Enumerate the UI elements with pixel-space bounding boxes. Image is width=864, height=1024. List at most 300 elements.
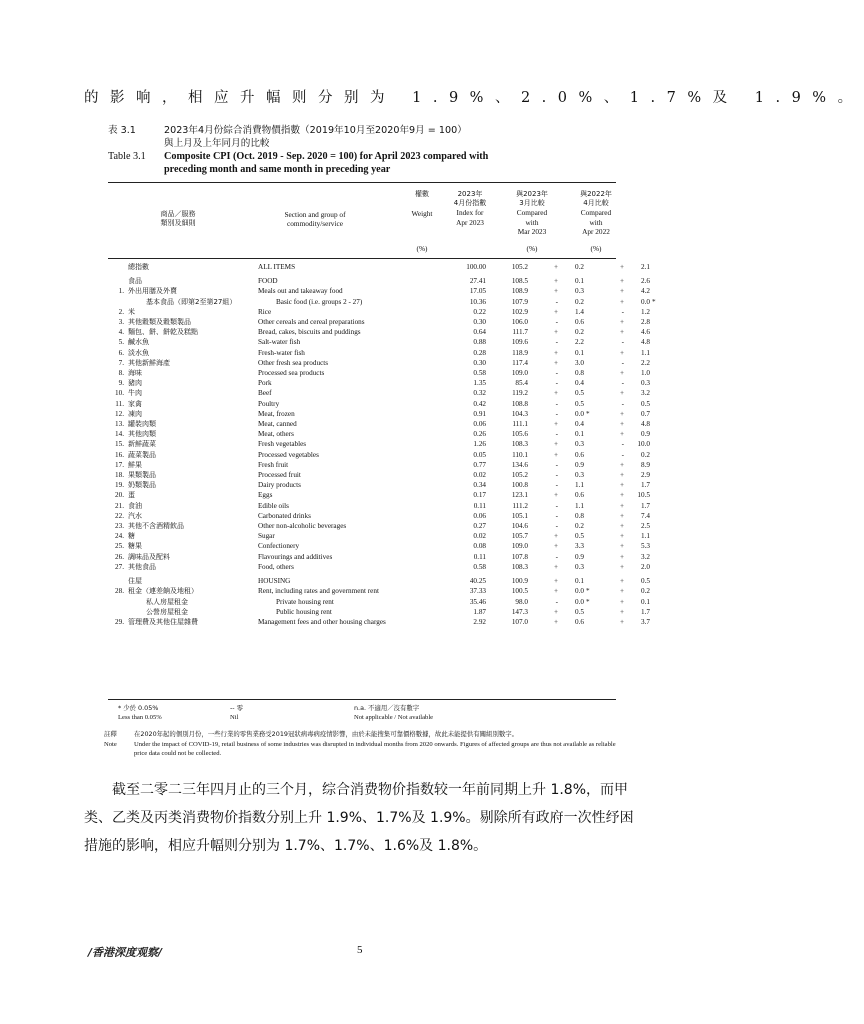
cell-s1: + [553, 542, 558, 551]
cell-a1 [584, 617, 594, 627]
cell-a2 [650, 276, 660, 286]
table-row [102, 327, 660, 337]
cell-en: Bread, cakes, biscuits and puddings [258, 328, 361, 337]
cell-v1: 0.1 [575, 277, 584, 286]
cell-v2: 0.7 [641, 409, 650, 418]
cell-s1: + [553, 440, 558, 449]
cell-weight: 0.64 [473, 328, 486, 337]
cell-num: 7. [118, 358, 124, 367]
cell-a1 [584, 348, 594, 358]
cell-num: 1. [118, 287, 124, 296]
cell-weight: 0.32 [473, 389, 486, 398]
cell-v1: 0.5 [575, 532, 584, 541]
cell-a2 [650, 576, 660, 586]
cell-index: 105.6 [511, 430, 528, 439]
cell-zh: 鹹水魚 [128, 338, 149, 347]
cell-num: 23. [115, 522, 124, 531]
cell-en: Fresh fruit [258, 460, 289, 469]
cell-a1 [584, 576, 594, 586]
table-row [102, 617, 660, 627]
cell-a1 [584, 490, 594, 500]
cell-en: Meat, others [258, 430, 294, 439]
cell-zh: 糖 [128, 532, 135, 541]
cell-s2: + [619, 318, 624, 327]
cell-a1 [584, 276, 594, 286]
cell-en: Processed vegetables [258, 450, 319, 459]
cell-a1 [584, 327, 594, 337]
table-row [102, 276, 660, 286]
note-text-en: Under the impact of COVID-19, retail business of some industries was disrupted in individual months from 2020 onwards. Figures of affected groups are thus not available as reliable price data could not be collected. [134, 740, 616, 758]
cell-v2: 10.0 [637, 440, 650, 449]
table-row [102, 337, 660, 347]
cell-weight: 0.22 [473, 307, 486, 316]
cell-v1: 0.6 [575, 491, 584, 500]
cell-a1 [584, 429, 594, 439]
cell-s1: - [555, 379, 558, 388]
caption-label-en: Table 3.1 [108, 151, 146, 162]
cell-num: 16. [115, 450, 124, 459]
cell-index: 100.9 [511, 577, 528, 586]
cell-num: 29. [115, 617, 124, 626]
cell-s1: - [555, 522, 558, 531]
cell-a2 [650, 439, 660, 449]
caption-label-zh: 表 3.1 [108, 125, 136, 136]
cell-weight: 1.26 [473, 440, 486, 449]
table-row [102, 286, 660, 296]
cell-v2: 1.0 [641, 369, 650, 378]
cell-v1: 3.0 [575, 358, 584, 367]
cell-index: 104.3 [511, 409, 528, 418]
cell-v1: 0.6 [575, 318, 584, 327]
cell-v2: 1.7 [641, 501, 650, 510]
cell-weight: 0.58 [473, 562, 486, 571]
cell-s2: + [619, 522, 624, 531]
cell-s1: - [555, 511, 558, 520]
cell-num: 28. [115, 587, 124, 596]
legend-nil-en: Nil [230, 714, 239, 721]
cell-zh: 住屋 [128, 577, 142, 586]
cell-zh: 基本食品（即第2至第27組） [146, 297, 237, 306]
cell-en: Food, others [258, 562, 294, 571]
cell-weight: 0.26 [473, 430, 486, 439]
cell-index: 105.1 [511, 511, 528, 520]
cell-en: Rice [258, 307, 272, 316]
cell-s2: - [621, 358, 624, 367]
cell-s2: + [619, 287, 624, 296]
cell-en: Edible oils [258, 501, 289, 510]
cell-s1: + [553, 389, 558, 398]
cell-index: 105.7 [511, 532, 528, 541]
cell-weight: 0.28 [473, 348, 486, 357]
cell-s1: + [553, 420, 558, 429]
cell-zh: 麵包、餅、餅乾及糕點 [128, 328, 198, 337]
cell-weight: 37.33 [469, 587, 486, 596]
cell-a1 [584, 317, 594, 327]
cell-v2: 4.6 [641, 328, 650, 337]
cell-en: Pork [258, 379, 272, 388]
cell-s2: - [621, 450, 624, 459]
cell-index: 111.2 [512, 501, 528, 510]
cell-num: 19. [115, 481, 124, 490]
cell-zh: 公營房屋租金 [146, 607, 188, 616]
cell-v2: 1.2 [641, 307, 650, 316]
cell-s2: - [621, 399, 624, 408]
cell-s1: - [555, 552, 558, 561]
cell-v2: 2.0 [641, 562, 650, 571]
cell-num: 3. [118, 318, 124, 327]
cell-num: 14. [115, 430, 124, 439]
cell-s2: + [619, 587, 624, 596]
cell-v1: 0.5 [575, 607, 584, 616]
cell-v2: 0.0 [641, 297, 650, 306]
cell-index: 117.4 [512, 358, 528, 367]
table-row [102, 576, 660, 586]
cell-weight: 1.87 [473, 607, 486, 616]
table-row [102, 307, 660, 317]
cell-en: Other non-alcoholic beverages [258, 522, 347, 531]
cell-en: Sugar [258, 532, 275, 541]
table-row [102, 490, 660, 500]
cell-num: 2. [118, 307, 124, 316]
cell-a2 [650, 429, 660, 439]
table-row [102, 511, 660, 521]
cell-s1: + [553, 532, 558, 541]
cell-v1: 0.0 [575, 587, 584, 596]
cell-index: 109.0 [511, 542, 528, 551]
cell-weight: 0.27 [473, 522, 486, 531]
cell-v1: 3.3 [575, 542, 584, 551]
cell-zh: 凍肉 [128, 409, 142, 418]
cell-index: 102.9 [511, 307, 528, 316]
cell-en: Management fees and other housing charges [258, 617, 386, 626]
cell-a1 [584, 470, 594, 480]
cell-weight: 0.30 [473, 318, 486, 327]
cell-weight: 0.91 [473, 409, 486, 418]
cell-num [102, 607, 128, 617]
cell-a1 [584, 368, 594, 378]
cell-num: 24. [115, 532, 124, 541]
header-bottom-rule [108, 258, 616, 259]
cell-v1: 0.2 [575, 263, 584, 271]
cell-weight: 0.17 [473, 491, 486, 500]
table-row [102, 429, 660, 439]
cell-a2 [650, 511, 660, 521]
table-row [102, 521, 660, 531]
cell-weight: 1.35 [473, 379, 486, 388]
cell-zh: 海味 [128, 369, 142, 378]
header-index: 2023年 4月份指數 Index for Apr 2023 [453, 190, 487, 227]
cell-num: 13. [115, 420, 124, 429]
header-section-en: Section and group of commodity/service [284, 210, 346, 229]
cell-weight: 0.42 [473, 399, 486, 408]
cell-index: 108.9 [511, 287, 528, 296]
cell-s2: + [619, 297, 624, 306]
page-number: 5 [357, 944, 363, 956]
cell-s2: + [619, 420, 624, 429]
cell-weight: 0.06 [473, 420, 486, 429]
header-compare-mar-unit: (%) [526, 244, 538, 253]
cell-weight: 0.02 [473, 532, 486, 541]
cell-num [102, 597, 128, 607]
cell-s2: + [619, 481, 624, 490]
table-row [102, 378, 660, 388]
table-row [102, 317, 660, 327]
cell-s2: + [619, 597, 624, 606]
cell-en: Fresh vegetables [258, 440, 307, 449]
cell-v2: 3.2 [641, 552, 650, 561]
cell-a1 [584, 307, 594, 317]
cell-index: 110.1 [512, 450, 528, 459]
cell-a2 [650, 460, 660, 470]
cell-v2: 0.2 [641, 587, 650, 596]
cell-v2: 5.3 [641, 542, 650, 551]
cell-en: Meat, frozen [258, 409, 295, 418]
cell-a2 [650, 597, 660, 607]
note-label-zh: 註釋 [104, 730, 117, 738]
cell-index: 108.8 [511, 399, 528, 408]
table-row [102, 470, 660, 480]
cell-zh: 新鮮蔬菜 [128, 440, 156, 449]
cell-a1 [584, 521, 594, 531]
cell-a1 [584, 378, 594, 388]
cell-v2: 2.9 [641, 471, 650, 480]
cell-v2: 7.4 [641, 511, 650, 520]
cell-weight: 0.34 [473, 481, 486, 490]
cell-num: 27. [115, 562, 124, 571]
cell-zh: 鮮果 [128, 460, 142, 469]
cell-index: 105.2 [511, 263, 528, 271]
caption-title-zh-1: 2023年4月份綜合消費物價指數（2019年10月至2020年9月 = 100） [164, 125, 467, 136]
cell-s1: + [553, 358, 558, 367]
cell-s1: - [555, 369, 558, 378]
cell-index: 106.0 [511, 318, 528, 327]
cell-s1: - [555, 460, 558, 469]
cell-weight: 0.77 [473, 460, 486, 469]
cell-a2: * [652, 297, 656, 306]
cell-weight: 40.25 [469, 577, 486, 586]
cell-a2 [650, 317, 660, 327]
cell-v1: 0.8 [575, 369, 584, 378]
cell-index: 100.5 [511, 587, 528, 596]
legend [118, 704, 433, 722]
cell-index: 108.3 [511, 440, 528, 449]
cell-v2: 0.9 [641, 430, 650, 439]
cell-v2: 2.5 [641, 522, 650, 531]
cell-s1: - [555, 481, 558, 490]
cell-v2: 2.6 [641, 277, 650, 286]
cell-v1: 1.1 [575, 501, 584, 510]
cell-v1: 0.6 [575, 450, 584, 459]
cell-zh: 蛋 [128, 491, 135, 500]
cell-v2: 1.1 [641, 532, 650, 541]
cell-num: 22. [115, 511, 124, 520]
legend-nil-sym: -- 零 [230, 704, 244, 712]
cell-a1 [584, 450, 594, 460]
cell-s2: + [619, 607, 624, 616]
header-weight-unit: (%) [416, 244, 428, 253]
cell-s1: - [555, 471, 558, 480]
table-row [102, 607, 660, 617]
cell-en: Private housing rent [276, 597, 334, 606]
cell-num: 4. [118, 328, 124, 337]
cell-zh: 食油 [128, 501, 142, 510]
caption-title-zh-2: 與上月及上年同月的比較 [164, 138, 270, 149]
header-compare-apr-unit: (%) [590, 244, 602, 253]
cell-zh: 糖果 [128, 542, 142, 551]
cell-en: Beef [258, 389, 272, 398]
cell-zh: 調味品及配料 [128, 552, 170, 561]
cell-weight: 0.11 [473, 552, 486, 561]
cell-en: Flavourings and additives [258, 552, 333, 561]
cell-en: Carbonated drinks [258, 511, 311, 520]
table-row [102, 399, 660, 409]
cell-a2 [650, 409, 660, 419]
cell-index: 109.0 [511, 369, 528, 378]
cell-num [102, 262, 128, 272]
cell-v1: 0.8 [575, 511, 584, 520]
cell-en: Other cereals and cereal preparations [258, 318, 365, 327]
cell-a2 [650, 490, 660, 500]
cell-en: FOOD [258, 277, 278, 286]
cell-en: Public housing rent [276, 607, 332, 616]
footer-brand: /香港深度观察/ [88, 946, 163, 959]
legend-star-zh: * 少於 0.05% [118, 704, 159, 712]
cell-s2: + [619, 562, 624, 571]
cell-zh: 米 [128, 307, 135, 316]
cell-a2 [650, 552, 660, 562]
cell-index: 123.1 [511, 491, 528, 500]
cell-zh: 管理費及其他住屋雜費 [128, 617, 198, 626]
cell-v1: 0.5 [575, 399, 584, 408]
cell-a2 [650, 617, 660, 627]
cell-num: 25. [115, 542, 124, 551]
cell-a2 [650, 327, 660, 337]
cell-a1 [584, 562, 594, 572]
cell-v1: 0.1 [575, 430, 584, 439]
cell-v1: 0.1 [575, 577, 584, 586]
cell-a1: * [586, 597, 590, 606]
cell-a1 [584, 501, 594, 511]
cell-zh: 食品 [128, 277, 142, 286]
cell-zh: 奶類製品 [128, 481, 156, 490]
table-row [102, 388, 660, 398]
cell-index: 134.6 [511, 460, 528, 469]
cell-num [102, 276, 128, 286]
cell-a1: * [586, 587, 590, 596]
cell-a2 [650, 419, 660, 429]
cell-weight: 17.05 [469, 287, 486, 296]
cell-weight: 0.02 [473, 471, 486, 480]
cell-num: 8. [118, 369, 124, 378]
cell-weight: 0.88 [473, 338, 486, 347]
cell-v2: 1.7 [641, 607, 650, 616]
cell-v2: 3.2 [641, 389, 650, 398]
table-row [102, 409, 660, 419]
table-row [102, 439, 660, 449]
cell-weight: 100.00 [466, 263, 486, 271]
cell-zh: 外出用膳及外賣 [128, 287, 177, 296]
cell-s1: + [553, 348, 558, 357]
cell-s1: - [555, 409, 558, 418]
cell-weight: 0.05 [473, 450, 486, 459]
cell-num: 6. [118, 348, 124, 357]
cell-v2: 2.2 [641, 358, 650, 367]
cell-zh: 牛肉 [128, 389, 142, 398]
cell-zh: 私人房屋租金 [146, 597, 188, 606]
table-row [102, 368, 660, 378]
cell-zh: 淡水魚 [128, 348, 149, 357]
cell-weight: 0.11 [473, 501, 486, 510]
table-row [102, 541, 660, 551]
cell-a1 [584, 286, 594, 296]
table-row [102, 552, 660, 562]
cpi-table [102, 262, 660, 627]
cell-a2 [650, 399, 660, 409]
cell-zh: 租金（連差餉及地租） [128, 587, 198, 596]
cell-s1: + [553, 577, 558, 586]
cell-v2: 3.7 [641, 617, 650, 626]
cell-num: 20. [115, 491, 124, 500]
cell-s2: + [619, 409, 624, 418]
note-text-zh: 在2020年起的個別月份，一些行業的零售業務受2019冠狀病毒病疫情影響，由於未能搜集可靠價格數據，故此未能提供有關組別數字。 [134, 730, 519, 738]
table-row [102, 419, 660, 429]
cell-s1: + [553, 450, 558, 459]
cell-index: 107.8 [511, 552, 528, 561]
cell-en: Confectionery [258, 542, 300, 551]
cell-s2: + [619, 369, 624, 378]
table-top-rule [108, 182, 616, 183]
cell-v1: 0.3 [575, 471, 584, 480]
table-row [102, 501, 660, 511]
cell-a2 [650, 286, 660, 296]
cell-index: 108.5 [511, 277, 528, 286]
table-bottom-rule [108, 699, 616, 700]
cell-num: 17. [115, 460, 124, 469]
cell-v1: 0.9 [575, 460, 584, 469]
cell-zh: 果類製品 [128, 471, 156, 480]
header-section-zh: 商品／服務 類別及細則 [160, 210, 196, 228]
cell-index: 109.6 [511, 338, 528, 347]
cell-a1: * [586, 409, 590, 418]
cell-index: 111.1 [512, 420, 528, 429]
cell-v2: 0.3 [641, 379, 650, 388]
cell-v1: 0.4 [575, 420, 584, 429]
cell-v1: 0.6 [575, 617, 584, 626]
cell-zh: 總指數 [128, 263, 149, 271]
cell-s2: + [619, 348, 624, 357]
cell-a1 [584, 531, 594, 541]
cell-v1: 0.0 [575, 597, 584, 606]
cell-s2: - [621, 379, 624, 388]
table-caption [108, 124, 488, 176]
cell-index: 107.9 [511, 297, 528, 306]
cell-v2: 0.5 [641, 399, 650, 408]
cell-zh: 蔬菜製品 [128, 450, 156, 459]
table-row [102, 562, 660, 572]
cell-a2 [650, 480, 660, 490]
cell-a1 [584, 552, 594, 562]
cell-a1 [584, 607, 594, 617]
cell-zh: 其他新鮮海產 [128, 358, 170, 367]
cell-v2: 4.8 [641, 338, 650, 347]
cell-zh: 其他穀類及穀類製品 [128, 318, 191, 327]
cell-v1: 0.2 [575, 297, 584, 306]
cell-s1: + [553, 562, 558, 571]
header-compare-apr: 與2022年 4月比較 Compared with Apr 2022 [580, 190, 612, 236]
cell-en: ALL ITEMS [258, 263, 296, 271]
cell-s2: + [619, 501, 624, 510]
cell-index: 104.6 [511, 522, 528, 531]
